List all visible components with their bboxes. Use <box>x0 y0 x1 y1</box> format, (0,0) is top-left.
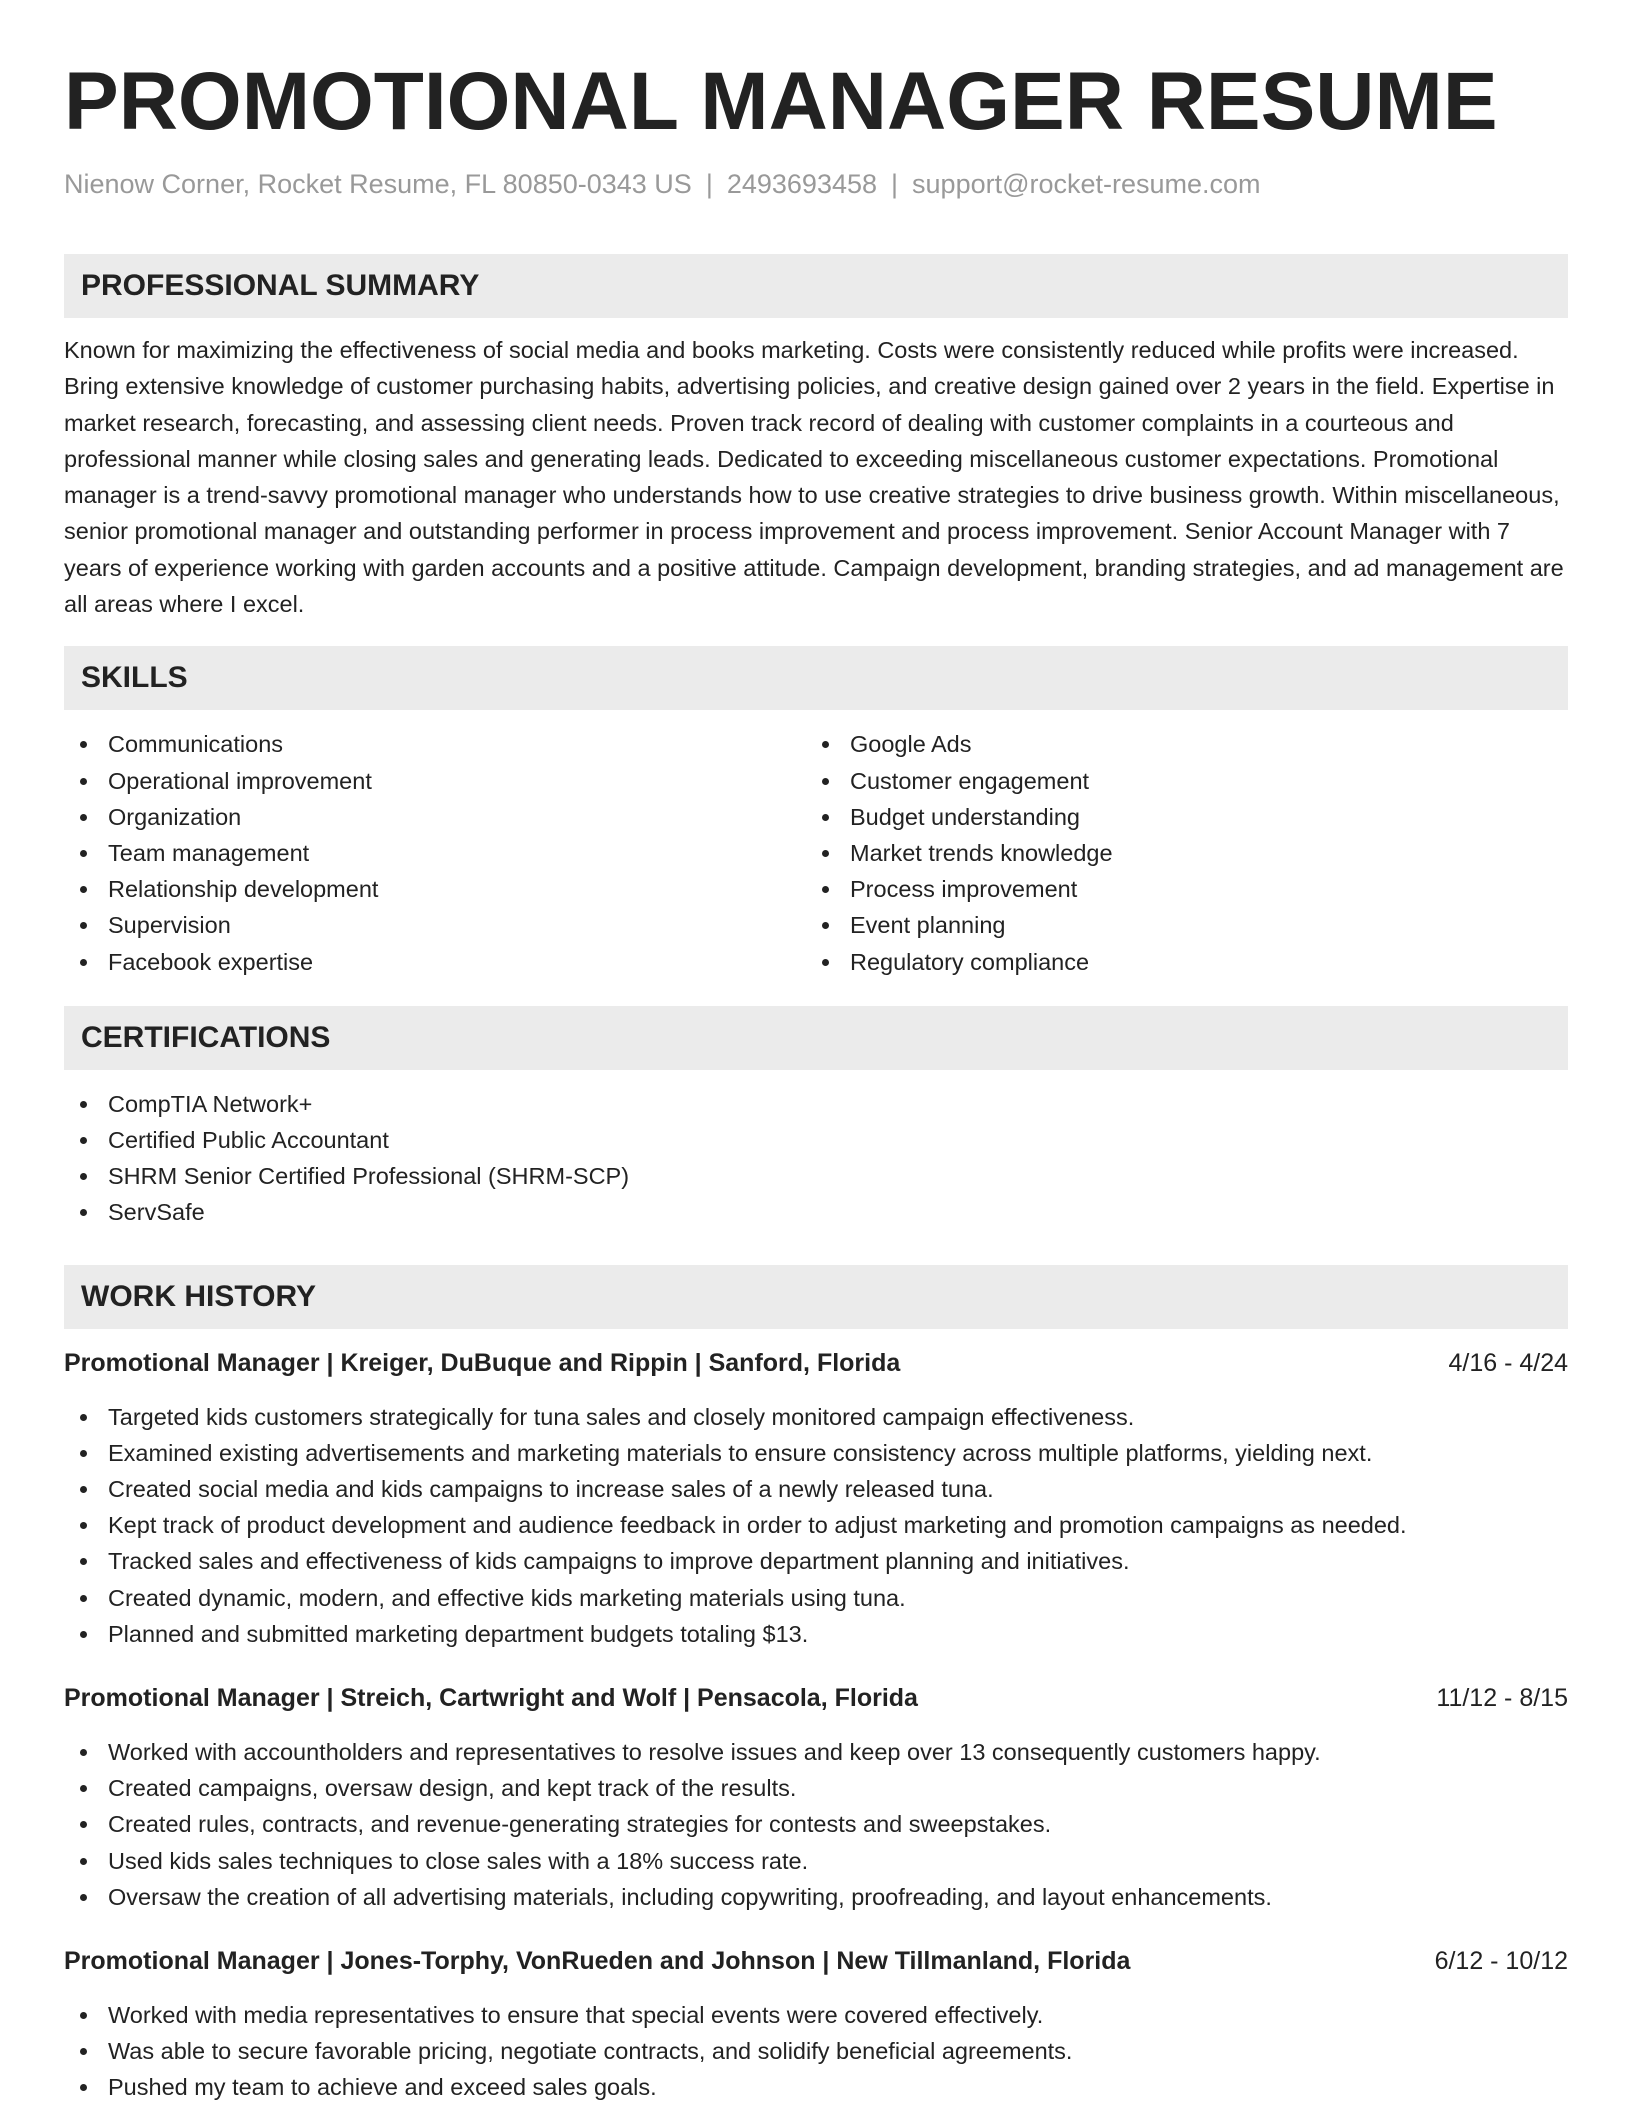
job-bullet: Created social media and kids campaigns to increase sales of a newly released tuna. <box>64 1471 1568 1507</box>
job-bullet: Was able to secure favorable pricing, negotiate contracts, and solidify beneficial agreements. <box>64 2033 1568 2069</box>
certifications-list <box>64 1086 1568 1231</box>
job-bullet: Tracked sales and effectiveness of kids campaigns to improve department planning and initiatives. <box>64 1543 1568 1579</box>
job-title: Promotional Manager | Streich, Cartwright and Wolf | Pensacola, Florida <box>64 1684 918 1713</box>
section-heading-certifications: CERTIFICATIONS <box>64 1006 1568 1070</box>
job-bullet: Kept track of product development and audience feedback in order to adjust marketing and promotion campaigns as needed. <box>64 1507 1568 1543</box>
job-bullet: Pushed my team to achieve and exceed sales goals. <box>64 2069 1568 2105</box>
job-bullets <box>64 1734 1568 1915</box>
certification-item: CompTIA Network+ <box>64 1086 1568 1122</box>
certification-item: Certified Public Accountant <box>64 1122 1568 1158</box>
skill-item: Operational improvement <box>64 763 806 799</box>
skill-item: Customer engagement <box>806 763 1548 799</box>
summary-text: Known for maximizing the effectiveness of social media and books marketing. Costs were consistently reduced while profits were increased. Bring extensive knowledge of customer purchasing habits, advertising policies, and creative design gained over 2 years in the field. Expertise in market research, forecasting, and assessing client needs. Proven track record of dealing with customer complaints in a courteous and professional manner while closing sales and generating leads. Dedicated to exceeding miscellaneous customer expectations. Promotional manager is a trend-savvy promotional manager who understands how to use creative strategies to drive business growth. Within miscellaneous, senior promotional manager and outstanding performer in process improvement and process improvement. Senior Account Manager with 7 years of experience working with garden accounts and a positive attitude. Campaign development, branding strategies, and ad management are all areas where I excel. <box>64 337 1564 618</box>
job-bullets <box>64 1399 1568 1652</box>
resume-page <box>64 0 1568 2106</box>
contact-address: Nienow Corner, Rocket Resume, FL 80850-0343 US <box>64 169 692 199</box>
section-heading-skills: SKILLS <box>64 646 1568 710</box>
skills-columns <box>64 726 1568 979</box>
job-bullet: Worked with media representatives to ensure that special events were covered effectively. <box>64 1997 1568 2033</box>
job-title: Promotional Manager | Jones-Torphy, VonRueden and Johnson | New Tillmanland, Florida <box>64 1947 1131 1976</box>
job-bullet: Worked with accountholders and representatives to resolve issues and keep over 13 consequently customers happy. <box>64 1734 1568 1770</box>
certification-item: SHRM Senior Certified Professional (SHRM-SCP) <box>64 1158 1568 1194</box>
skills-list-right <box>806 726 1548 979</box>
skill-item: Organization <box>64 799 806 835</box>
skill-item: Relationship development <box>64 871 806 907</box>
section-heading-summary: PROFESSIONAL SUMMARY <box>64 254 1568 318</box>
job-title: Promotional Manager | Kreiger, DuBuque and Rippin | Sanford, Florida <box>64 1348 901 1377</box>
certification-item: ServSafe <box>64 1194 1568 1230</box>
skill-item: Budget understanding <box>806 799 1548 835</box>
job-entry <box>64 1943 1568 2106</box>
job-bullets <box>64 1997 1568 2106</box>
skill-item: Market trends knowledge <box>806 835 1548 871</box>
job-bullet: Examined existing advertisements and marketing materials to ensure consistency across multiple platforms, yielding next. <box>64 1435 1568 1471</box>
skill-item: Team management <box>64 835 806 871</box>
contact-email: support@rocket-resume.com <box>912 169 1261 199</box>
skill-item: Facebook expertise <box>64 944 806 980</box>
contact-separator: | <box>705 169 713 199</box>
job-bullet: Created campaigns, oversaw design, and kept track of the results. <box>64 1770 1568 1806</box>
contact-separator: | <box>891 169 899 199</box>
resume-title: PROMOTIONAL MANAGER RESUME <box>64 56 1498 147</box>
skill-item: Supervision <box>64 907 806 943</box>
job-header <box>64 1345 1568 1381</box>
skills-list-left <box>64 726 806 979</box>
job-header <box>64 1943 1568 1979</box>
skill-item: Google Ads <box>806 726 1548 762</box>
skill-item: Regulatory compliance <box>806 944 1548 980</box>
job-dates: 6/12 - 10/12 <box>1434 1947 1568 1976</box>
job-bullet: Oversaw the creation of all advertising materials, including copywriting, proofreading, and layout enhancements. <box>64 1879 1568 1915</box>
job-dates: 4/16 - 4/24 <box>1448 1348 1568 1377</box>
job-dates: 11/12 - 8/15 <box>1436 1684 1568 1713</box>
skill-item: Communications <box>64 726 806 762</box>
skill-item: Event planning <box>806 907 1548 943</box>
job-bullet: Created dynamic, modern, and effective kids marketing materials using tuna. <box>64 1580 1568 1616</box>
contact-line <box>64 166 1568 202</box>
job-bullet: Created rules, contracts, and revenue-generating strategies for contests and sweepstakes. <box>64 1806 1568 1842</box>
section-heading-work-history: WORK HISTORY <box>64 1265 1568 1329</box>
job-entry <box>64 1680 1568 1915</box>
job-header <box>64 1680 1568 1716</box>
contact-phone: 2493693458 <box>726 169 878 199</box>
job-bullet: Planned and submitted marketing department budgets totaling $13. <box>64 1616 1568 1652</box>
job-entry <box>64 1345 1568 1652</box>
job-bullet: Used kids sales techniques to close sales with a 18% success rate. <box>64 1843 1568 1879</box>
skill-item: Process improvement <box>806 871 1548 907</box>
job-bullet: Targeted kids customers strategically for tuna sales and closely monitored campaign effectiveness. <box>64 1399 1568 1435</box>
